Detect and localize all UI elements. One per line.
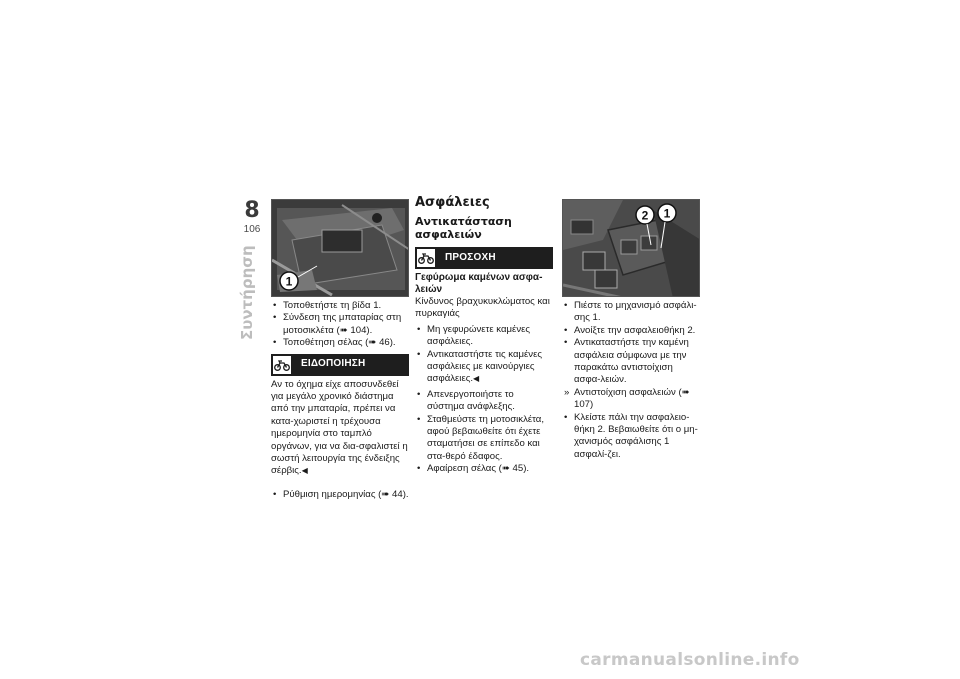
notice-banner [271,354,409,376]
chapter-title: Συντήρηση [238,245,256,340]
list-item: » Αντιστοίχιση ασφαλειών (➠ 107) [562,387,700,412]
steps-list [562,300,700,461]
photo-callout-1: 1 [285,274,293,289]
motorcycle-icon [415,247,437,269]
list-item: • Απενεργοποιήστε το σύστημα ανάφλεξης. [415,389,553,414]
list-item: • Κλείστε πάλι την ασφαλειο-θήκη 2. Βεβαιωθείτε ότι ο μη-χανισμός ασφάλισης 1 ασφαλί-ζει. [562,412,700,462]
section-heading: Ασφάλειες [415,195,490,210]
fuse-box-photo [562,199,700,297]
list-item: • Ρύθμιση ημερομηνίας (➠ 44). [271,489,409,501]
list-item: • Σύνδεση της μπαταρίας στη μοτοσικλέτα (➠ 104). [271,312,409,337]
steps-list [271,300,409,350]
list-item: • Τοποθετήστε τη βίδα 1. [271,300,409,312]
battery-photo [271,199,409,297]
caution-title: Γεφύρωμα καμένων ασφα-λειών [415,272,543,295]
list-item: • Μη γεφυρώνετε καμένες ασφάλειες. [415,324,553,349]
list-item: • Τοποθέτηση σέλας (➠ 46). [271,337,409,349]
list-item: • Αντικαταστήστε τις καμένες ασφάλειες με καινούργιες ασφάλειες.◀ [415,349,553,386]
caution-banner [415,247,553,269]
watermark: carmanualsonline.info [580,650,800,670]
notice-text: Αν το όχημα είχε αποσυνδεθεί για μεγάλο χρονικό διάστημα από την μπαταρία, πρέπει να κατα-χωριστεί η τρέχουσα ημερομηνία στο ταμπλό οργάνων, για να δια-σφαλιστεί η σωστή λειτουργία της ένδειξης σέρβις.◀ [271,378,408,477]
photo-callout-1: 1 [663,206,671,221]
end-mark: ◀ [473,374,480,384]
chapter-number: 8 [244,198,260,223]
photo-callout-2: 2 [641,208,649,223]
list-item: • Ανοίξτε την ασφαλειοθήκη 2. [562,325,700,337]
notice-label: ΕΙΔΟΠΟΙΗΣΗ [301,358,366,370]
steps-list [415,389,553,476]
column-1 [271,199,409,501]
list-item: • Πιέστε το μηχανισμό ασφάλι-σης 1. [562,300,700,325]
end-mark: ◀ [301,466,308,476]
caution-label: ΠΡΟΣΟΧΗ [445,251,496,263]
column-3 [562,199,700,461]
subsection-heading: Αντικατάσταση ασφαλειών [415,215,512,241]
column-2 [415,195,553,476]
caution-text: Κίνδυνος βραχυκυκλώματος και πυρκαγιάς [415,296,550,320]
steps-list [271,489,409,501]
list-item: • Σταθμεύστε τη μοτοσικλέτα, αφού βεβαιωθείτε ότι έχετε σταματήσει σε επίπεδο και στα-θερό έδαφος. [415,414,553,464]
list-item: • Αφαίρεση σέλας (➠ 45). [415,463,553,475]
motorcycle-icon [271,354,293,376]
chapter-marker [240,200,264,235]
list-item: • Αντικαταστήστε την καμένη ασφάλεια σύμφωνα με την παρακάτω αντιστοίχιση ασφα-λειών. [562,337,700,387]
caution-list [415,324,553,386]
page-number: 106 [243,224,261,235]
